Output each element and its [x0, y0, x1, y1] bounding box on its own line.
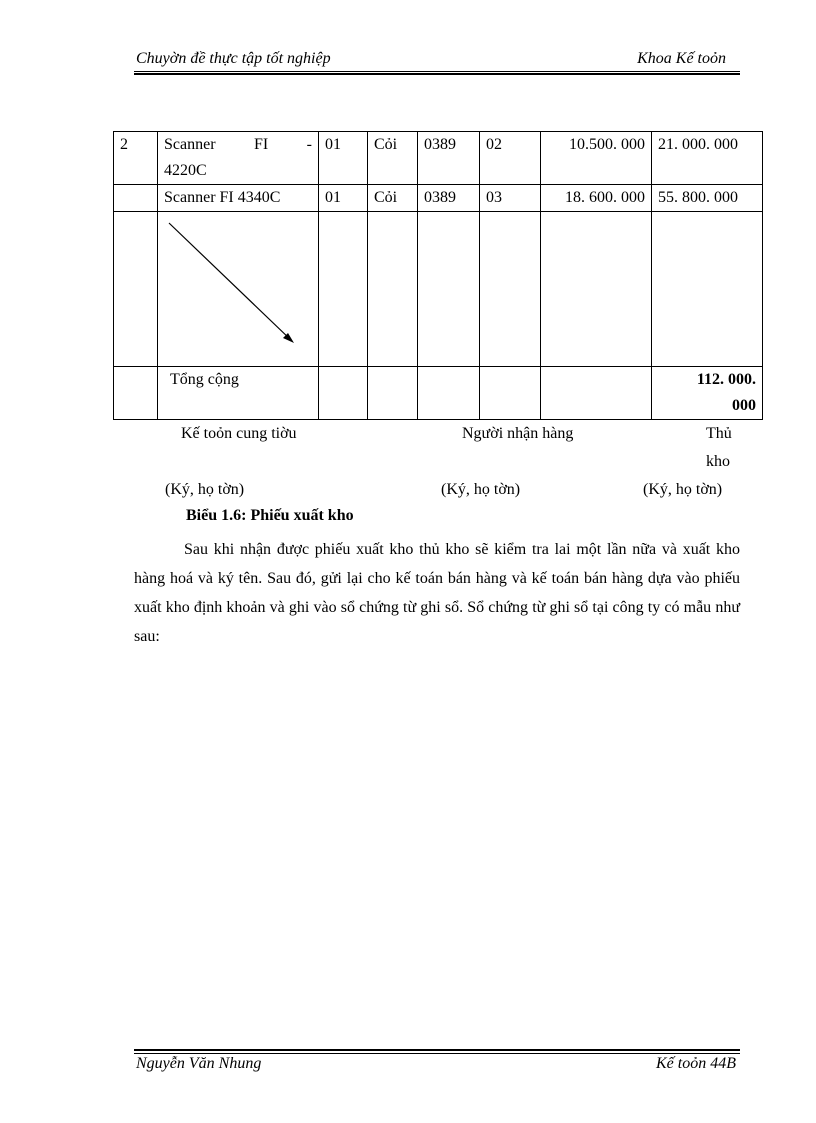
header-rule-thick: [134, 73, 740, 75]
cell-product-name: [158, 132, 319, 185]
table-row: [114, 185, 763, 212]
signature-title-storekeeper-2: kho: [706, 453, 730, 470]
grand-total: [652, 367, 763, 420]
product-name-part: FI: [253, 136, 269, 153]
cell-total: 55. 800. 000: [652, 185, 763, 212]
cell-qty: 02: [480, 132, 541, 185]
page-header: [134, 50, 740, 72]
cell-product-name: Scanner FI 4340C: [158, 185, 319, 212]
footer-class: Kế toỏn 44B: [656, 1055, 736, 1072]
signature-sign-storekeeper: (Ký, họ tờn): [643, 481, 723, 498]
header-title: Chuyờn đề thực tập tốt nghiệp: [136, 50, 331, 67]
page-footer: [134, 1055, 740, 1077]
cell-dvt: Cỏi: [368, 132, 418, 185]
diagonal-arrow-cell: [158, 212, 319, 367]
product-name-line2: 4220C: [164, 162, 207, 179]
table-row: [114, 132, 763, 185]
signature-title-accountant: Kế toỏn cung tiờu: [181, 425, 297, 442]
table-row-empty: [114, 212, 763, 367]
cell-price: 18. 600. 000: [541, 185, 652, 212]
total-label: Tổng cộng: [158, 367, 319, 420]
cell-code: 0389: [418, 185, 480, 212]
header-rule: [134, 71, 740, 72]
cell-code: 0389: [418, 132, 480, 185]
signature-sign-accountant: (Ký, họ tờn): [165, 481, 245, 498]
footer-rule: [134, 1053, 740, 1054]
table-row-total: [114, 367, 763, 420]
cell-total: 21. 000. 000: [652, 132, 763, 185]
cell-unit: 01: [319, 185, 368, 212]
grand-total-line1: 112. 000.: [696, 371, 756, 388]
cell-stt: 2: [114, 132, 158, 185]
cell-unit: 01: [319, 132, 368, 185]
footer-rule-thick: [134, 1049, 740, 1051]
product-name-part: Scanner: [164, 136, 216, 153]
product-name-part: -: [306, 136, 312, 153]
signature-sign-receiver: (Ký, họ tờn): [441, 481, 521, 498]
cell-qty: 03: [480, 185, 541, 212]
cell-dvt: Cỏi: [368, 185, 418, 212]
signature-title-receiver: Người nhận hàng: [462, 425, 574, 442]
cell-price: 10.500. 000: [541, 132, 652, 185]
grand-total-line2: 000: [732, 397, 756, 414]
footer-author: Nguyễn Văn Nhung: [136, 1055, 262, 1072]
cell-stt: [114, 185, 158, 212]
header-department: Khoa Kế toỏn: [637, 50, 726, 67]
body-paragraph: Sau khi nhận được phiếu xuất kho thủ kho sẽ kiểm tra lai một lần nữa và xuất kho hàng hoá và ký tên. Sau đó, gửi lại cho kế toán bán hàng và kế toán bán hàng dựa vào phiếu xuất kho định khoản và ghi vào sổ chứng từ ghi sổ. Sổ chứng từ ghi sổ tại công ty có mẫu như sau:: [134, 541, 740, 645]
figure-caption: Biểu 1.6: Phiếu xuất kho: [186, 507, 354, 524]
diagonal-arrow-icon: [158, 212, 308, 352]
goods-issue-table: [113, 131, 763, 420]
signature-title-storekeeper: Thủ: [706, 425, 732, 442]
